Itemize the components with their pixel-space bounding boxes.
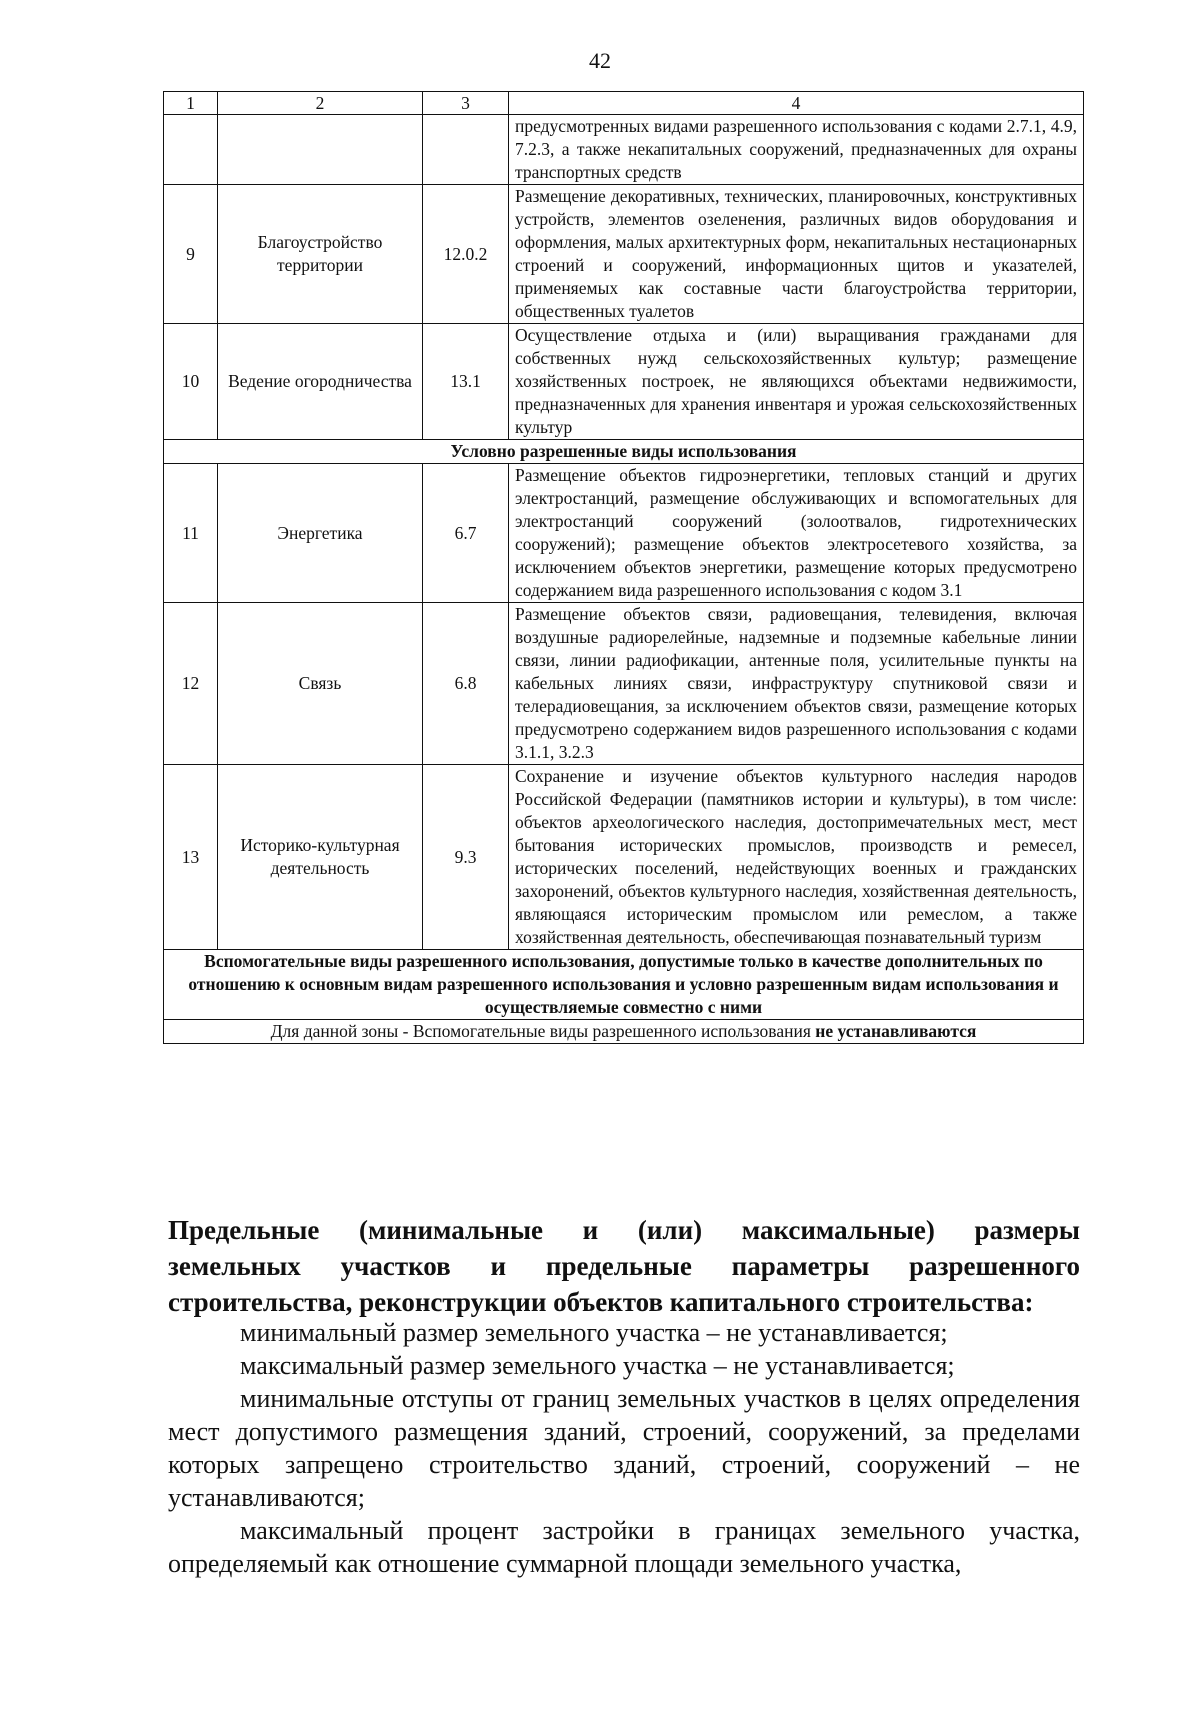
row-description: Размещение декоративных, технических, планировочных, конструктивных устройств, элементов озеленения, различных видов оборудования и оформления, малых архитектурных форм, некапитальных нестационарных строений и сооружений, информационных щитов и указателей, применяемых как составные части благоустройства территории, общественных туалетов: [509, 185, 1084, 324]
row-use-name: Энергетика: [218, 464, 423, 603]
conditional-uses-title: Условно разрешенные виды использования: [164, 440, 1084, 464]
paragraph: минимальные отступы от границ земельных участков в целях определения мест допустимого размещения зданий, строений, сооружений, за пределами которых запрещено строительство зданий, строений, сооружений – не устанавливаются;: [168, 1384, 1080, 1512]
table-row: [164, 324, 1084, 440]
heading-line: земельных участков и предельные параметры разрешенного: [168, 1251, 1080, 1281]
paragraph: минимальный размер земельного участка – не устанавливается;: [240, 1318, 948, 1347]
column-header: 4: [509, 92, 1084, 115]
table-row-continuation: [164, 115, 1084, 185]
row-use-name: Благоустройство территории: [218, 185, 423, 324]
table-header-row: [164, 92, 1084, 115]
zone-note: [164, 1020, 1084, 1044]
section-header-row: [164, 440, 1084, 464]
page-number: 42: [589, 48, 611, 73]
zone-note-text: Для данной зоны - Вспомогательные виды разрешенного использования: [270, 1021, 816, 1041]
auxiliary-uses-title: Вспомогательные виды разрешенного использования, допустимые только в качестве дополнительных по отношению к основным видам разрешенного использования и условно разрешенным видам использования и осуществляемые совместно с ними: [164, 950, 1084, 1020]
table-row: [164, 765, 1084, 950]
row-code: 13.1: [423, 324, 509, 440]
row-code: 6.8: [423, 603, 509, 765]
table-row: [164, 603, 1084, 765]
section-header-row: [164, 950, 1084, 1020]
heading-line: Предельные (минимальные и (или) максимальные) размеры: [168, 1215, 1080, 1245]
row-use-name: Историко-культурная деятельность: [218, 765, 423, 950]
row-description: Осуществление отдыха и (или) выращивания гражданами для собственных нужд сельскохозяйственных культур; размещение хозяйственных построек, не являющихся объектами недвижимости, предназначенных для хранения инвентаря и урожая сельскохозяйственных культур: [509, 324, 1084, 440]
table-row: [164, 464, 1084, 603]
paragraph: максимальный размер земельного участка – не устанавливается;: [240, 1351, 955, 1380]
row-use-name: Ведение огородничества: [218, 324, 423, 440]
zone-note-row: [164, 1020, 1084, 1044]
section-heading: [168, 1212, 1080, 1320]
row-description: Размещение объектов гидроэнергетики, тепловых станций и других электростанций, размещение обслуживающих и вспомогательных для электростанций сооружений (золоотвалов, гидротехнических сооружений); размещение объектов электросетевого хозяйства, за исключением объектов энергетики, размещение которых предусмотрено содержанием вида разрешенного использования с кодом 3.1: [509, 464, 1084, 603]
column-header: 1: [164, 92, 218, 115]
row-description: предусмотренных видами разрешенного использования с кодами 2.7.1, 4.9, 7.2.3, а также некапитальных сооружений, предназначенных для охраны транспортных средств: [509, 115, 1084, 185]
row-number: 13: [164, 765, 218, 950]
table-row: [164, 185, 1084, 324]
row-description: Размещение объектов связи, радиовещания, телевидения, включая воздушные радиорелейные, надземные и подземные кабельные линии связи, линии радиофикации, антенные поля, усилительные пункты на кабельных линиях связи, инфраструктуру спутниковой связи и телерадиовещания, за исключением объектов связи, размещение которых предусмотрено содержанием видов разрешенного использования с кодами 3.1.1, 3.2.3: [509, 603, 1084, 765]
row-code: 12.0.2: [423, 185, 509, 324]
row-number: 11: [164, 464, 218, 603]
row-description: Сохранение и изучение объектов культурного наследия народов Российской Федерации (памятников истории и культуры), в том числе: объектов археологического наследия, достопримечательных мест, мест бытования исторических промыслов, производств и ремесел, исторических поселений, недействующих военных и гражданских захоронений, объектов культурного наследия, хозяйственная деятельность, являющаяся историческим промыслом или ремеслом, а также хозяйственная деятельность, обеспечивающая познавательный туризм: [509, 765, 1084, 950]
row-number: 9: [164, 185, 218, 324]
zone-note-emphasis: не устанавливаются: [815, 1021, 977, 1041]
land-use-table: [163, 91, 1084, 1044]
column-header: 2: [218, 92, 423, 115]
paragraph: максимальный процент застройки в границах земельного участка, определяемый как отношение суммарной площади земельного участка,: [168, 1516, 1080, 1578]
row-number: 12: [164, 603, 218, 765]
column-header: 3: [423, 92, 509, 115]
row-code: 6.7: [423, 464, 509, 603]
body-text: [168, 1316, 1080, 1580]
row-number: 10: [164, 324, 218, 440]
row-use-name: Связь: [218, 603, 423, 765]
heading-line: строительства, реконструкции объектов капитального строительства:: [168, 1287, 1034, 1317]
row-code: 9.3: [423, 765, 509, 950]
